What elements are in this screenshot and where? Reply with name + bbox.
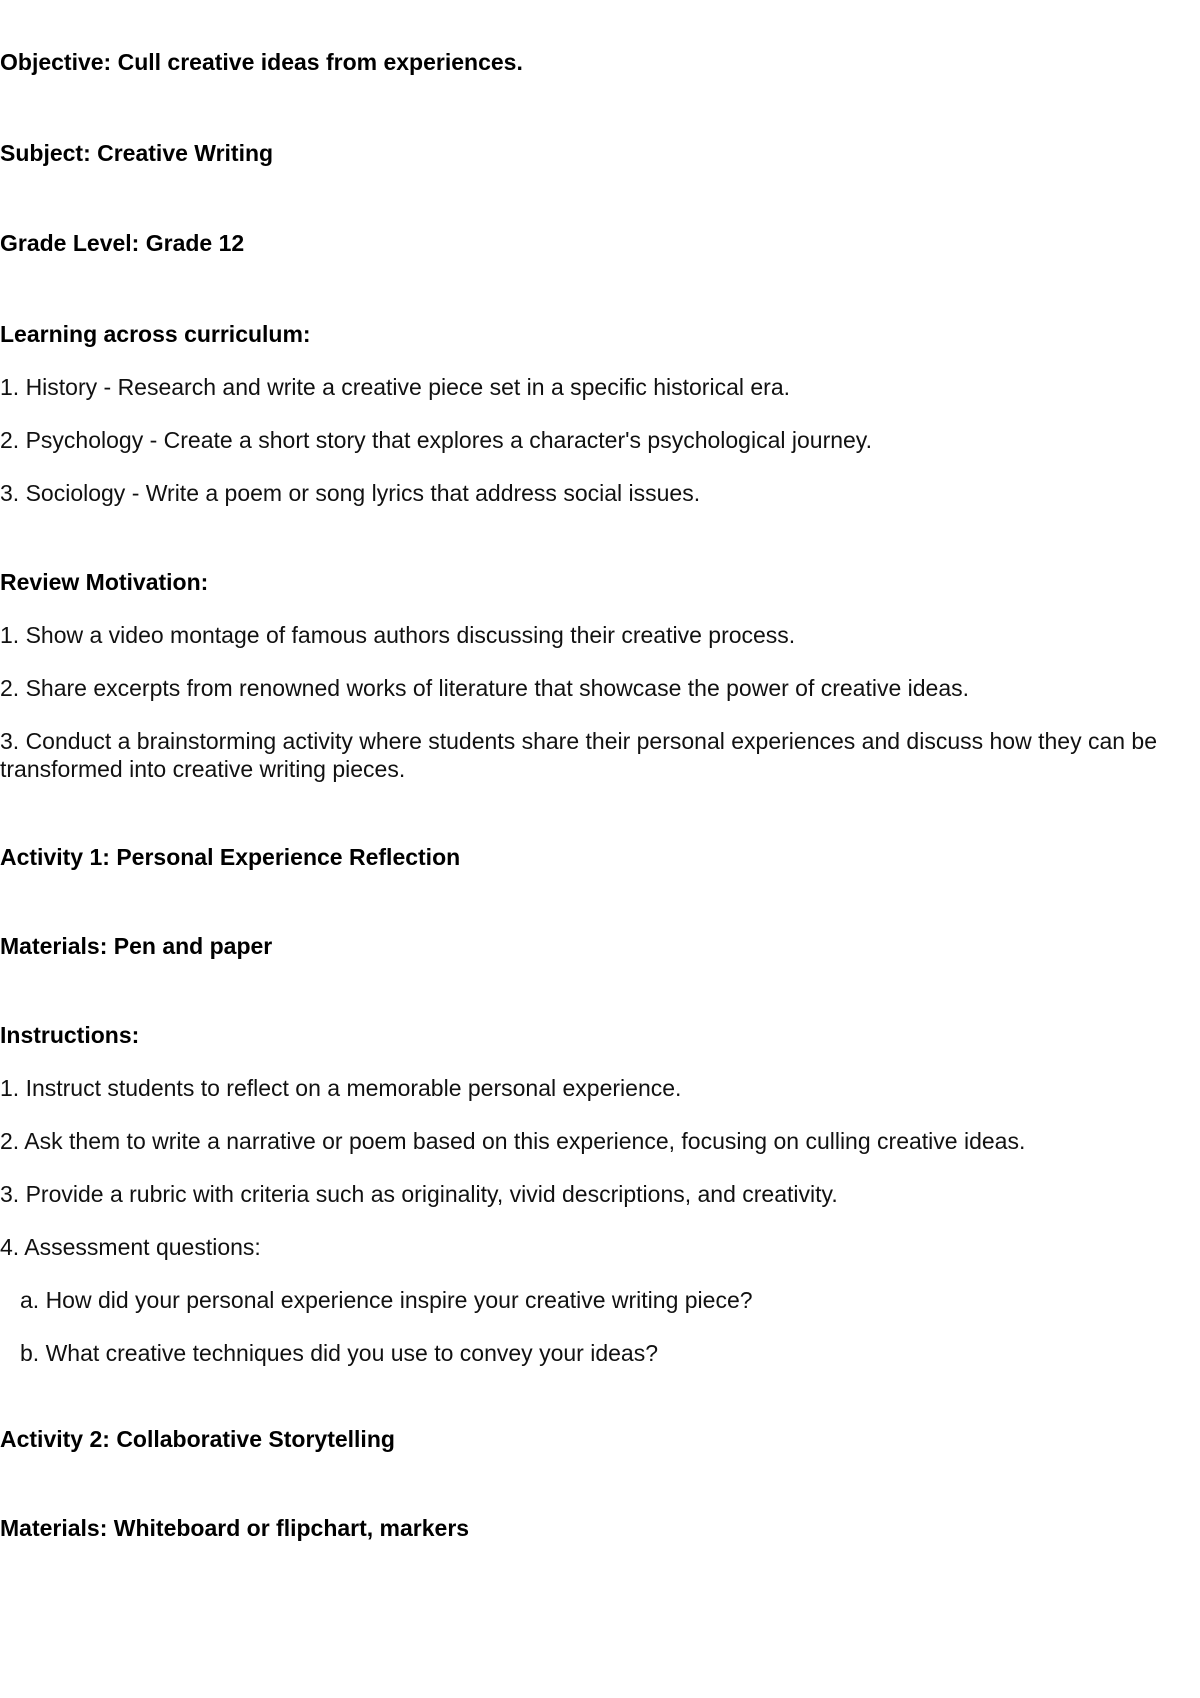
activity2-materials: Materials: Whiteboard or flipchart, markers (0, 1515, 470, 1541)
instruction-step: 1. Instruct students to reflect on a memorable personal experience. (0, 1075, 682, 1101)
activity2-title: Activity 2: Collaborative Storytelling (0, 1426, 395, 1452)
activity1-title: Activity 1: Personal Experience Reflection (0, 844, 461, 870)
motivation-item: 1. Show a video montage of famous authors discussing their creative process. (0, 622, 796, 648)
assessment-question: b. What creative techniques did you use to convey your ideas? (20, 1340, 658, 1366)
curriculum-item: 1. History - Research and write a creative piece set in a specific historical era. (0, 374, 790, 400)
instruction-step: 4. Assessment questions: (0, 1234, 261, 1260)
curriculum-item: 3. Sociology - Write a poem or song lyrics that address social issues. (0, 480, 701, 506)
activity1-instructions-heading: Instructions: (0, 1022, 140, 1048)
grade-level-heading: Grade Level: Grade 12 (0, 230, 245, 256)
motivation-item: 3. Conduct a brainstorming activity where students share their personal experiences and discuss how they can be transformed into creative writing pieces. (0, 728, 1158, 782)
review-motivation-heading: Review Motivation: (0, 569, 209, 595)
motivation-item: 2. Share excerpts from renowned works of literature that showcase the power of creative ideas. (0, 675, 970, 701)
activity1-materials: Materials: Pen and paper (0, 933, 273, 959)
instruction-step: 3. Provide a rubric with criteria such as originality, vivid descriptions, and creativity. (0, 1181, 838, 1207)
curriculum-item: 2. Psychology - Create a short story that explores a character's psychological journey. (0, 427, 872, 453)
assessment-question: a. How did your personal experience inspire your creative writing piece? (20, 1287, 753, 1313)
objective-heading: Objective: Cull creative ideas from experiences. (0, 49, 523, 75)
subject-heading: Subject: Creative Writing (0, 140, 274, 166)
learning-across-curriculum-heading: Learning across curriculum: (0, 321, 311, 347)
instruction-step: 2. Ask them to write a narrative or poem based on this experience, focusing on culling creative ideas. (0, 1128, 1026, 1154)
